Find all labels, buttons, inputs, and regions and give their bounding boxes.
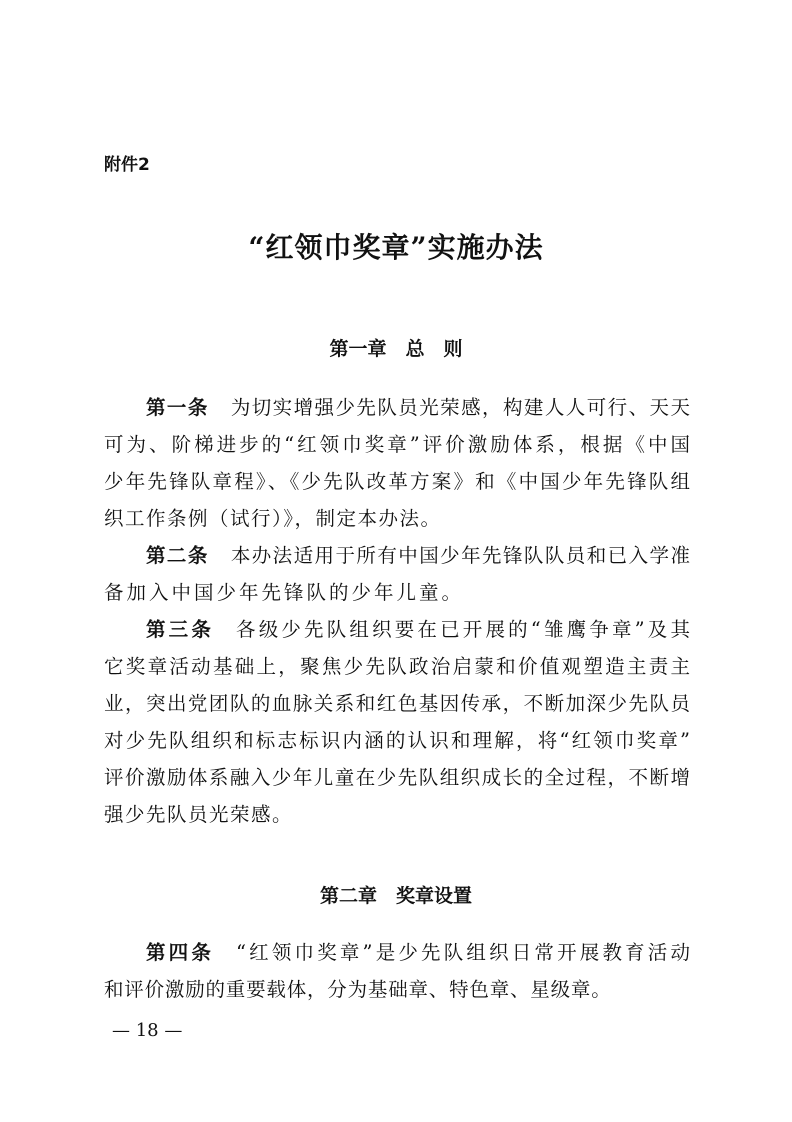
article-4-line-1: 第四条 “红领巾奖章”是少先队组织日常开展教育活动	[146, 941, 690, 964]
article-1-line-1: 第一条 为切实增强少先队员光荣感，构建人人可行、天天	[146, 396, 690, 419]
document-title: “红领巾奖章”实施办法	[248, 231, 544, 264]
article-3-line-4: 对少先队组织和标志标识内涵的认识和理解，将“红领巾奖章”	[104, 729, 690, 752]
article-3-line-1: 第三条 各级少先队组织要在已开展的“雏鹰争章”及其	[146, 618, 690, 641]
attachment-label: 附件2	[104, 155, 150, 175]
page-number: — 18 —	[112, 1020, 183, 1041]
article-lead: 第一条	[146, 396, 209, 419]
article-3-line-5: 评价激励体系融入少年儿童在少先队组织成长的全过程，不断增	[104, 766, 690, 789]
article-lead: 第三条	[146, 618, 215, 641]
article-3-line-6: 强少先队员光荣感。	[104, 803, 294, 826]
article-1-line-2: 可为、阶梯进步的“红领巾奖章”评价激励体系，根据《中国	[104, 433, 690, 456]
article-3-line-2: 它奖章活动基础上，聚焦少先队政治启蒙和价值观塑造主责主	[104, 655, 690, 678]
article-3-line-3: 业，突出党团队的血脉关系和红色基因传承，不断加深少先队员	[104, 692, 690, 715]
article-1-line-4: 织工作条例（试行）》，制定本办法。	[104, 507, 442, 530]
article-2-line-2: 备加入中国少年先锋队的少年儿童。	[104, 581, 465, 604]
article-2-line-1: 第二条 本办法适用于所有中国少年先锋队队员和已入学准	[146, 544, 690, 567]
article-lead: 第四条	[146, 941, 215, 964]
article-4-line-2: 和评价激励的重要载体，分为基础章、特色章、星级章。	[104, 978, 612, 1001]
article-1-line-3: 少年先锋队章程》、《少先队改革方案》和《中国少年先锋队组	[104, 470, 690, 493]
chapter-heading-2: 第二章 奖章设置	[319, 885, 472, 907]
chapter-heading-1: 第一章 总 则	[329, 338, 463, 360]
article-lead: 第二条	[146, 544, 209, 567]
